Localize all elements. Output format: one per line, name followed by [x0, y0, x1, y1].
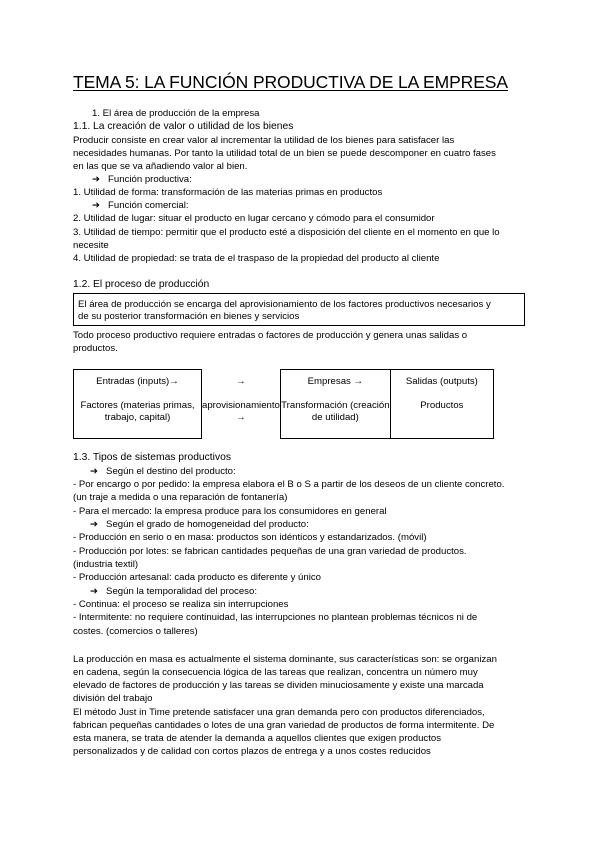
criterion-label: Según la temporalidad del proceso:: [106, 586, 257, 597]
arrow-icon: ➔: [90, 466, 99, 477]
utility-item: 1. Utilidad de forma: transformación de las materias primas en productos: [73, 187, 383, 198]
paragraph-line: en cadena, según la consecuencia lógica de las tareas que realizan, concentra un número muy: [73, 667, 478, 678]
paragraph-line: división del trabajo: [73, 693, 153, 704]
definition-line: El área de producción se encarga del aprovisionamiento de los factores productivos necesarios y: [78, 299, 491, 310]
paragraph-line: La producción en masa es actualmente el sistema dominante, sus características son: se organizan: [73, 654, 497, 665]
paragraph-line: necesidades humanas. Por tanto la utilidad total de un bien se puede descomponer en cuatro fases: [73, 148, 496, 159]
list-item: (un traje a medida o una reparación de fontanería): [73, 492, 288, 503]
list-item: - Para el mercado: la empresa produce para los consumidores en general: [73, 506, 387, 517]
list-item: costes. (comercios o talleres): [73, 626, 198, 637]
paragraph-line: en las que se va añadiendo valor al bien.: [73, 161, 248, 172]
function-label: Función comercial:: [108, 200, 189, 211]
subsection-1-1-heading: 1.1. La creación de valor o utilidad de los bienes: [73, 121, 294, 132]
paragraph-line: El método Just in Time pretende satisfacer una gran demanda pero con productos diferenciados,: [73, 707, 485, 718]
paragraph-line: elevado de factores de producción y las tareas se dividen minuciosamente y existe una marcada: [73, 680, 484, 691]
flow-header-company: Empresas →: [280, 370, 390, 395]
production-flow-table: [73, 369, 494, 439]
section-1-heading: 1. El área de producción de la empresa: [92, 108, 260, 119]
flow-cell-line: aprovisionamiento: [202, 399, 280, 411]
list-item: - Producción por lotes: se fabrican cantidades pequeñas de una gran variedad de productos.: [73, 546, 467, 557]
paragraph-line: personalizados y de calidad con cortos plazos de entrega y a unos costes reducidos: [73, 746, 431, 757]
list-item: - Por encargo o por pedido: la empresa elabora el B o S a partir de los deseos de un cliente concreto.: [73, 479, 505, 490]
flow-cell-line: de utilidad): [311, 411, 359, 423]
criterion-label: Según el destino del producto:: [106, 466, 236, 477]
page-title: TEMA 5: LA FUNCIÓN PRODUCTIVA DE LA EMPRESA: [73, 72, 508, 92]
paragraph-line: Producir consiste en crear valor al incrementar la utilidad de los bienes para satisfacer las: [73, 135, 455, 146]
flow-cell-transformation: [280, 395, 390, 439]
arrow-icon: ➔: [90, 519, 99, 530]
flow-header-inputs: Entradas (inputs)→: [74, 370, 202, 395]
list-item: (industria textil): [73, 559, 139, 570]
flow-cell-line: Transformación (creación: [281, 399, 390, 411]
criterion-destination: [90, 466, 236, 478]
list-item: - Producción en serio o en masa: productos son idénticos y estandarizados. (móvil): [73, 532, 427, 543]
flow-cell-arrow: →: [236, 411, 246, 423]
bullet-arrow-commercial: [92, 200, 189, 212]
list-item: - Continua: el proceso se realiza sin interrupciones: [73, 599, 289, 610]
utility-item: 4. Utilidad de propiedad: se trata de el traspaso de la propiedad del producto al cliente: [73, 253, 440, 264]
definition-line: de su posterior transformación en bienes y servicios: [78, 311, 300, 322]
flow-header-arrow: →: [236, 376, 246, 387]
subsection-1-3-heading: 1.3. Tipos de sistemas productivos: [73, 452, 231, 463]
flow-cell-line: Factores (materias primas,: [80, 399, 195, 411]
function-label: Función productiva:: [108, 174, 192, 185]
list-item: - Producción artesanal: cada producto es diferente y único: [73, 572, 321, 583]
utility-item-continuation: necesite: [73, 240, 109, 251]
bullet-arrow-productive: [92, 174, 192, 186]
flow-cell-supply: [202, 395, 281, 439]
criterion-label: Según el grado de homogeneidad del producto:: [106, 519, 309, 530]
utility-item: 3. Utilidad de tiempo: permitir que el producto esté a disposición del cliente en el momento en que lo: [73, 227, 500, 238]
utility-item: 2. Utilidad de lugar: situar el producto en lugar cercano y cómodo para el consumidor: [73, 213, 435, 224]
flow-cell-products: Productos: [390, 395, 493, 439]
definition-box: [73, 293, 525, 326]
subsection-1-2-heading: 1.2. El proceso de producción: [73, 279, 210, 290]
flow-cell-factors: [74, 395, 202, 439]
arrow-icon: ➔: [90, 586, 99, 597]
arrow-icon: ➔: [92, 200, 101, 211]
list-item: - Intermitente: no requiere continuidad, las interrupciones no plantean problemas técnicos ni de: [73, 612, 478, 623]
flow-cell-line: trabajo, capital): [104, 411, 171, 423]
paragraph-line: esta manera, se trata de atender la demanda a aquellos clientes que exigen productos: [73, 733, 442, 744]
arrow-icon: ➔: [92, 174, 101, 185]
paragraph-line: Todo proceso productivo requiere entradas o factores de producción y genera unas salidas o: [73, 330, 468, 341]
flow-header-outputs: Salidas (outputs): [390, 370, 493, 395]
paragraph-line: fabrican pequeñas cantidades o lotes de una gran variedad de productos de forma intermitente. De: [73, 720, 495, 731]
criterion-temporality: [90, 586, 257, 598]
paragraph-line: productos.: [73, 343, 118, 354]
criterion-homogeneity: [90, 519, 309, 531]
